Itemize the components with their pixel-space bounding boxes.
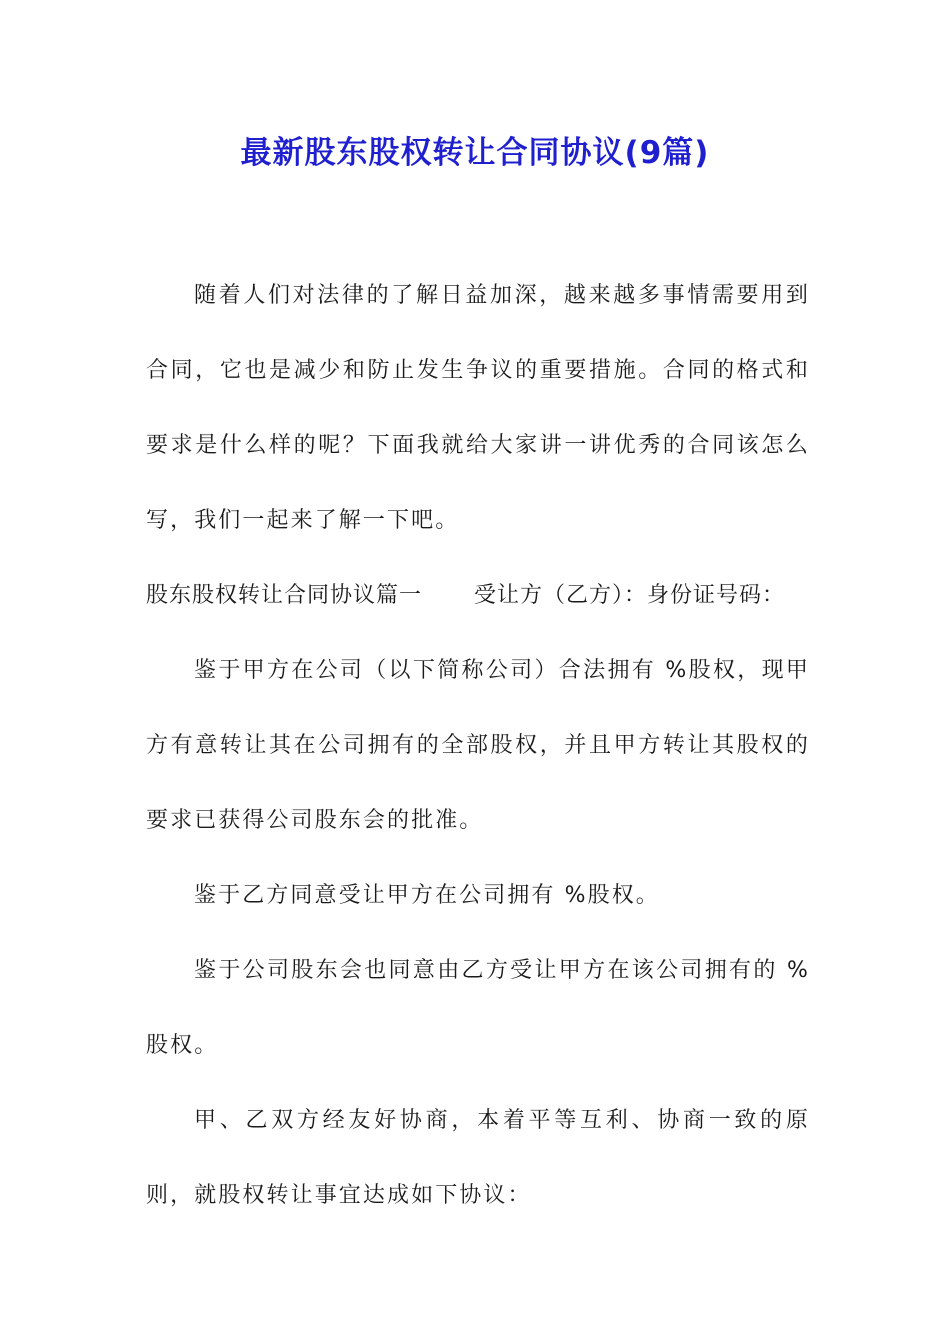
section-heading: 股东股权转让合同协议篇一	[146, 583, 423, 608]
section-heading-line	[146, 558, 810, 633]
recital-paragraph-3: 鉴于公司股东会也同意由乙方受让甲方在该公司拥有的 %股权。	[146, 958, 810, 1058]
recital-paragraph-2: 鉴于乙方同意受让甲方在公司拥有 %股权。	[194, 883, 660, 908]
document-body	[146, 258, 810, 1233]
recital-paragraph-1: 鉴于甲方在公司（以下简称公司）合法拥有 %股权，现甲方有意转让其在公司拥有的全部股权，并且甲方转让其股权的要求已获得公司股东会的批准。	[146, 658, 810, 833]
document-title: 最新股东股权转让合同协议(9篇)	[240, 135, 710, 171]
agreement-paragraph: 甲、乙双方经友好协商，本着平等互利、协商一致的原则，就股权转让事宜达成如下协议：	[146, 1108, 810, 1208]
transferee-field-label: 受让方（乙方）：身份证号码：	[474, 583, 786, 608]
intro-paragraph: 随着人们对法律的了解日益加深，越来越多事情需要用到合同，它也是减少和防止发生争议的重要措施。合同的格式和要求是什么样的呢？下面我就给大家讲一讲优秀的合同该怎么写，我们一起来了解一下吧。	[146, 283, 810, 533]
